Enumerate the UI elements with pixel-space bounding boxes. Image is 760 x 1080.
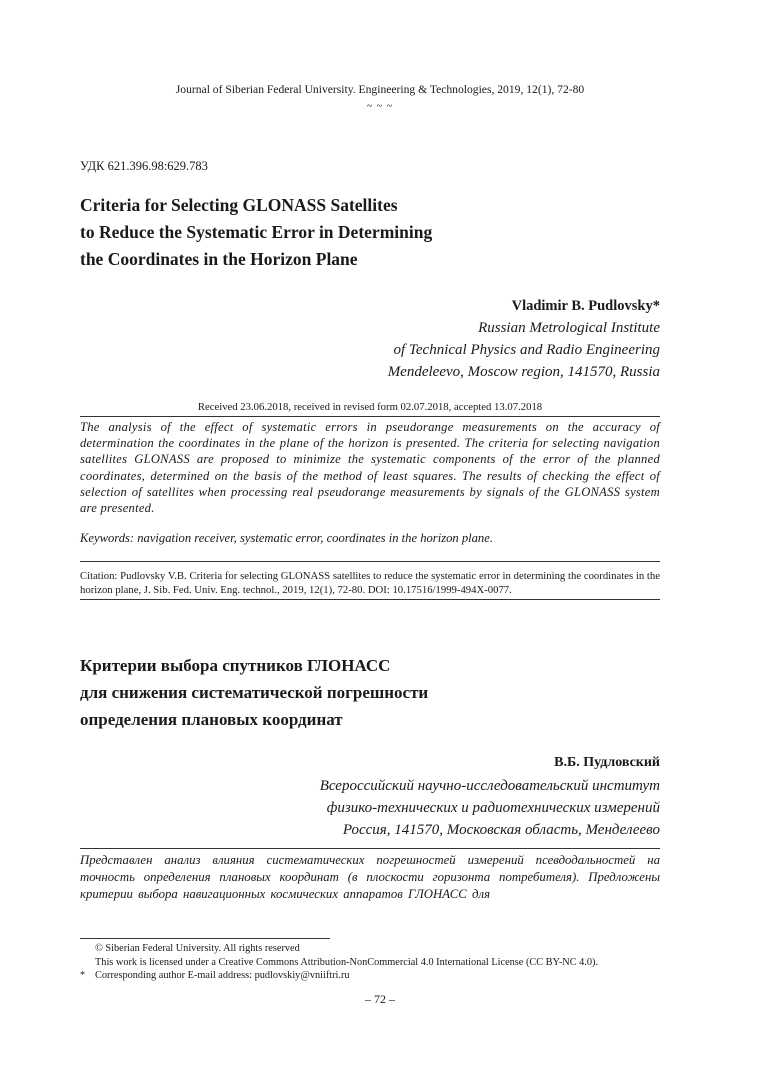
affiliation-line: Russian Metrological Institute [478, 320, 660, 336]
affiliation-line: of Technical Physics and Radio Engineering [393, 342, 660, 358]
affiliation-line: Всероссийский научно-исследовательский институт [319, 778, 660, 794]
author-russian: В.Б. Пудловский [554, 755, 660, 770]
author-english: Vladimir B. Pudlovsky* [511, 298, 660, 314]
affiliation-line: Mendeleevo, Moscow region, 141570, Russia [387, 364, 660, 380]
title-line: the Coordinates in the Horizon Plane [80, 249, 358, 269]
divider [80, 599, 660, 600]
abstract-russian: Представлен анализ влияния систематических погрешностей измерений псевдодальностей на точность определения плановых координат (в плоскости горизонта потребителя). Предложены критерии выбора навигационных космических аппаратов ГЛОНАСС для [80, 853, 660, 901]
title-line: Критерии выбора спутников ГЛОНАСС [80, 656, 391, 675]
affiliation-line: физико-технических и радиотехнических измерений [326, 800, 660, 816]
divider [80, 561, 660, 562]
footnote-mark: * [80, 970, 86, 981]
citation: Citation: Pudlovsky V.B. Criteria for selecting GLONASS satellites to reduce the systematic error in determining the coordinates in the horizon plane, J. Sib. Fed. Univ. Eng. technol., 2019, 12(1), 72-80. DOI: 10.17516/1999-494X-0077. [80, 570, 660, 596]
keywords: Keywords: navigation receiver, systematic error, coordinates in the horizon plane. [80, 531, 493, 545]
copyright-note: © Siberian Federal University. All rights reserved [95, 943, 300, 954]
received-dates: Received 23.06.2018, received in revised form 02.07.2018, accepted 13.07.2018 [197, 401, 543, 413]
affiliation-english [388, 317, 660, 383]
affiliation-line: Россия, 141570, Московская область, Менделеево [342, 822, 660, 838]
title-line: определения плановых координат [80, 710, 343, 729]
corresponding-author-email: Corresponding author E-mail address: pudlovskiy@vniiftri.ru [95, 970, 350, 981]
page-number: – 72 – [365, 992, 395, 1006]
divider [80, 416, 660, 417]
header-ornament: ~ ~ ~ [366, 101, 394, 112]
title-line: to Reduce the Systematic Error in Determining [80, 222, 433, 242]
title-line: Criteria for Selecting GLONASS Satellites [80, 195, 398, 215]
footnote-divider [80, 938, 330, 939]
title-line: для снижения систематической погрешности [80, 683, 429, 702]
corresponding-author-note [80, 970, 350, 981]
abstract-english: The analysis of the effect of systematic errors in pseudorange measurements on the accuracy of determination the coordinates in the plane of the horizon is presented. The criteria for selecting navigation satellites GLONASS are proposed to minimize the systematic components of the error of the planned coordinates, determined on the basis of the method of least squares. The results of checking the effect of selection of satellites when processing real pseudorange measurements by signals of the GLONASS system are presented. [80, 420, 660, 516]
title-russian [80, 652, 660, 733]
udk-code: УДК 621.396.98:629.783 [80, 159, 208, 173]
divider [80, 848, 660, 849]
license-note: This work is licensed under a Creative Commons Attribution-NonCommercial 4.0 International License (CC BY-NC 4.0). [95, 957, 599, 968]
journal-header: Journal of Siberian Federal University. Engineering & Technologies, 2019, 12(1), 72-80 [175, 83, 585, 96]
title-english [80, 192, 660, 273]
affiliation-russian [320, 775, 660, 841]
